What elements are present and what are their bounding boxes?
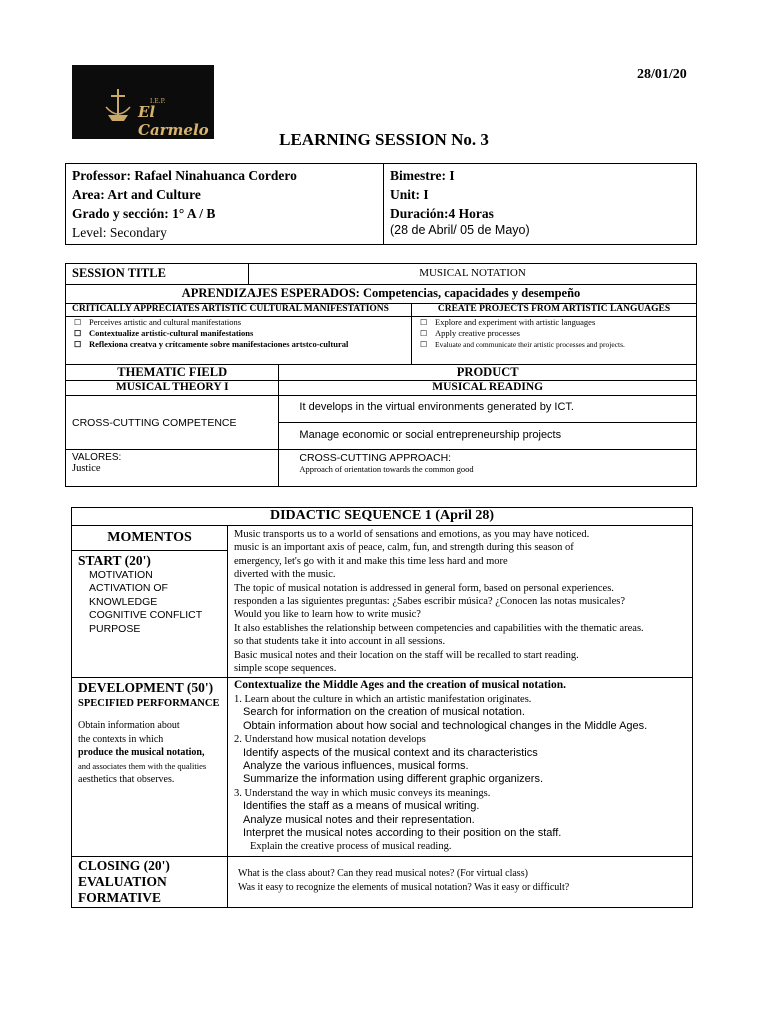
- start-text-line: so that students take it into account in all sessions.: [234, 636, 446, 648]
- list-item: ☐ Explore and experiment with artistic languages: [412, 317, 696, 328]
- dev-line: Interpret the musical notes according to their position on the staff.: [243, 826, 562, 839]
- start-item: MOTIVATION: [89, 569, 153, 581]
- session-table: [65, 263, 697, 487]
- obtain-line: Obtain information about: [78, 720, 180, 732]
- start-text-cell: [228, 526, 693, 678]
- dev-line: Identifies the staff as a means of musical writing.: [243, 800, 480, 813]
- obtain-line: produce the musical notation,: [78, 747, 205, 759]
- closing-line: Was it easy to recognize the elements of musical notation? Was it easy or difficult?: [238, 881, 570, 893]
- start-label: START (20'): [78, 553, 151, 568]
- competencies-cell: [66, 304, 697, 365]
- start-text-line: simple scope sequences.: [234, 663, 337, 675]
- start-text-line: music is an important axis of peace, calm, fun, and strength during this season of: [234, 542, 574, 554]
- closing-formative: FORMATIVE: [78, 889, 161, 905]
- dev-line: 3. Understand the way in which music conveys its meanings.: [234, 787, 491, 799]
- aprendizajes-text: APRENDIZAJES ESPERADOS: Competencias, capacidades y desempeño: [181, 286, 581, 300]
- info-table: [65, 163, 697, 245]
- document-date: 28/01/20: [637, 67, 687, 82]
- closing-moment-cell: [72, 856, 228, 907]
- session-title-value: MUSICAL NOTATION: [249, 264, 697, 285]
- didactic-sequence-table: [71, 507, 693, 908]
- start-text-line: Basic musical notes and their location on the staff will be recalled to start reading.: [234, 649, 579, 661]
- list-item: ☐ Apply creative processes: [412, 328, 696, 339]
- comp-right-list: [412, 317, 696, 350]
- comp-right-list-cell: [412, 316, 697, 364]
- cross-value-2: Manage economic or social entrepreneurship projects: [299, 429, 562, 441]
- crest-icon: [102, 85, 134, 125]
- list-item: ☐ Evaluate and communicate their artistic processes and projects.: [412, 339, 696, 350]
- start-moment-cell: [72, 526, 228, 678]
- product-label: PRODUCT: [279, 365, 697, 381]
- list-item: ☐ Reflexiona creatva y crítcamente sobre manifestaciones artstco-cultural: [66, 339, 411, 350]
- start-text-line: The topic of musical notation is addressed in general form, based on personal experiences.: [234, 582, 614, 594]
- dev-line: Analyze musical notes and their representation.: [243, 813, 475, 826]
- unit: Unit: I: [390, 187, 429, 202]
- dev-line: Obtain information about how social and technological changes in the Middle Ages.: [243, 719, 648, 732]
- development-text-cell: [228, 678, 693, 856]
- start-text-line: diverted with the music.: [234, 569, 336, 581]
- development-heading: Contextualize the Middle Ages and the creation of musical notation.: [234, 679, 566, 692]
- closing-label: CLOSING (20'): [78, 857, 170, 873]
- development-obtain: [78, 719, 221, 786]
- obtain-line: and associates them with the qualities: [78, 760, 207, 771]
- start-text-line: Music transports us to a world of sensations and emotions, as you may have noticed.: [234, 529, 590, 540]
- sequence-title: DIDACTIC SEQUENCE 1 (April 28): [72, 508, 693, 526]
- list-item: ☐ Perceives artistic and cultural manifestations: [66, 317, 411, 328]
- approach-cell: [279, 450, 697, 487]
- approach-label: CROSS-CUTTING APPROACH:: [299, 452, 452, 464]
- cross-label: CROSS-CUTTING COMPETENCE: [66, 396, 279, 450]
- info-left-cell: [66, 164, 384, 245]
- start-text-line: emergency, let's go with it and make this time less hard and more: [234, 555, 508, 567]
- grado: Grado y sección: 1° A / B: [72, 206, 216, 221]
- development-moment-cell: [72, 678, 228, 856]
- start-text-line: It also establishes the relationship between competencies and capabilities with the thematic areas.: [234, 622, 644, 634]
- professor: Professor: Rafael Ninahuanca Cordero: [72, 168, 297, 183]
- logo-name: El Carmelo: [138, 103, 209, 139]
- dev-line: 1. Learn about the culture in which an artistic manifestation originates.: [234, 693, 532, 705]
- comp-left-list: [66, 317, 411, 350]
- info-right-cell: [384, 164, 697, 245]
- page-title: LEARNING SESSION No. 3: [279, 130, 489, 149]
- approach-value: Approach of orientation towards the common good: [299, 464, 474, 474]
- cross-value-1: It develops in the virtual environments generated by ICT.: [279, 396, 696, 423]
- dev-line: Summarize the information using different graphic organizers.: [243, 773, 544, 786]
- thematic-value: MUSICAL THEORY I: [66, 381, 279, 396]
- obtain-line: aesthetics that observes.: [78, 774, 175, 786]
- comp-left-heading: CRITICALLY APPRECIATES ARTISTIC CULTURAL MANIFESTATIONS: [66, 304, 412, 316]
- obtain-line: the contexts in which: [78, 733, 164, 745]
- product-value: MUSICAL READING: [279, 381, 697, 396]
- thematic-label: THEMATIC FIELD: [66, 365, 279, 381]
- level: Level: Secondary: [72, 225, 167, 240]
- valores-cell: [66, 450, 279, 487]
- start-item: ACTIVATION OF KNOWLEDGE: [89, 582, 168, 608]
- comp-right-heading: CREATE PROJECTS FROM ARTISTIC LANGUAGES: [412, 304, 697, 316]
- development-label: DEVELOPMENT (50'): [78, 680, 214, 696]
- comp-left-list-cell: [66, 316, 412, 364]
- start-text-line: responden a las siguientes preguntas: ¿Sabes escribir música? ¿Conocen las notas musicales?: [234, 596, 626, 608]
- dev-line: 2. Understand how musical notation develops: [234, 734, 426, 746]
- dev-line: Analyze the various influences, musical forms.: [243, 759, 469, 772]
- valores-value: Justice: [72, 463, 101, 474]
- start-item: PURPOSE: [89, 622, 141, 635]
- session-title-label: SESSION TITLE: [66, 264, 249, 285]
- dev-line: Explain the creative process of musical reading.: [250, 841, 452, 853]
- valores-label: VALORES:: [72, 452, 122, 463]
- area: Area: Art and Culture: [72, 187, 201, 202]
- logo-small-text: I.E.P.: [150, 98, 166, 105]
- dev-line: Search for information on the creation of musical notation.: [243, 706, 525, 719]
- cross-values-cell: [279, 396, 697, 450]
- duracion: Duración:4 Horas: [390, 206, 494, 221]
- start-item: COGNITIVE CONFLICT: [89, 609, 203, 622]
- list-item: ☐ Contextualize artistic-cultural manifestations: [66, 328, 411, 339]
- momentos-label: MOMENTOS: [72, 526, 227, 551]
- aprendizajes-heading: [66, 285, 697, 304]
- start-text-line: Would you like to learn how to write music?: [234, 609, 421, 621]
- dev-line: Identify aspects of the musical context and its characteristics: [243, 746, 538, 759]
- closing-line: What is the class about? Can they read musical notes? (For virtual class): [238, 867, 528, 879]
- school-logo: [72, 65, 214, 139]
- specified-performance: SPECIFIED PERFORMANCE: [78, 698, 220, 710]
- competencies-subtable: [66, 304, 696, 364]
- closing-evaluation: EVALUATION: [78, 873, 167, 889]
- fechas: (28 de Abril/ 05 de Mayo): [390, 223, 530, 237]
- bimestre: Bimestre: I: [390, 168, 455, 183]
- start-items: [72, 569, 227, 636]
- closing-text-cell: [228, 856, 693, 907]
